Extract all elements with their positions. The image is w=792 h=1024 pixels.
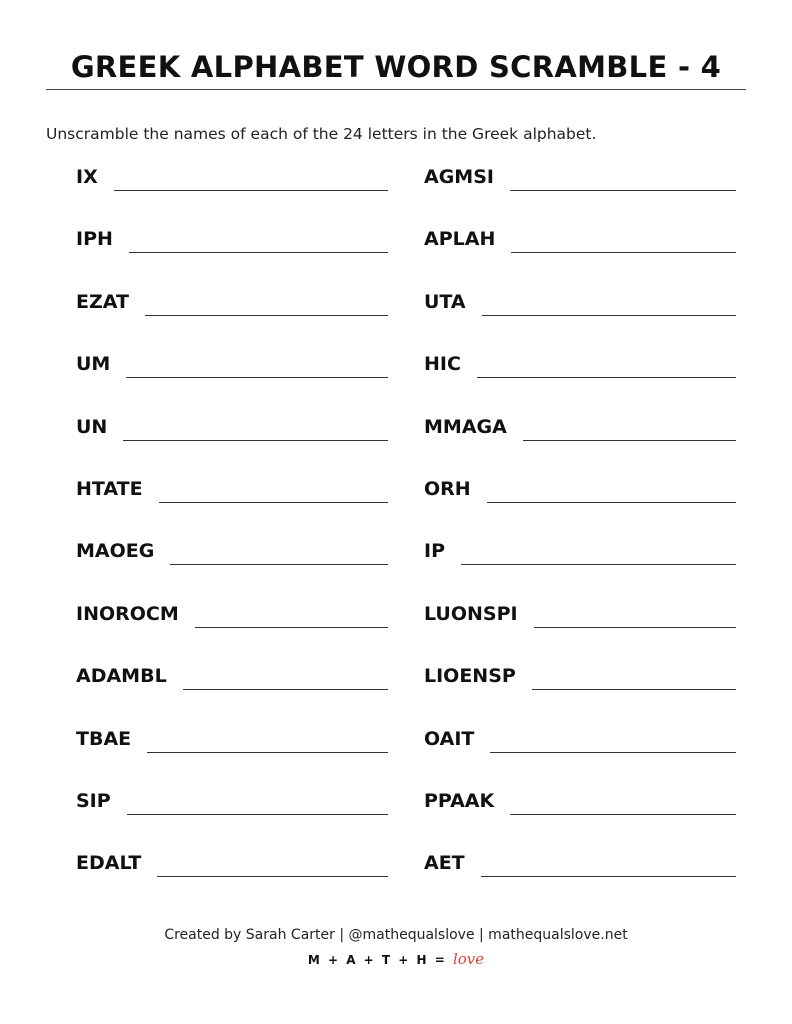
scramble-row xyxy=(424,659,736,721)
scrambled-word: LUONSPI xyxy=(424,602,518,625)
answer-blank[interactable] xyxy=(170,534,388,565)
answer-blank[interactable] xyxy=(145,285,388,316)
left-word-column xyxy=(76,160,388,909)
scrambled-word: UTA xyxy=(424,290,466,313)
scramble-row xyxy=(424,285,736,347)
scramble-row xyxy=(76,722,388,784)
answer-blank[interactable] xyxy=(511,222,736,253)
answer-blank[interactable] xyxy=(510,160,736,191)
answer-blank[interactable] xyxy=(157,846,388,877)
scrambled-word: AGMSI xyxy=(424,166,494,188)
answer-blank[interactable] xyxy=(523,410,736,441)
scrambled-word: IPH xyxy=(76,228,113,251)
answer-blank[interactable] xyxy=(126,347,388,378)
brand-text: M + A + T + H = xyxy=(307,953,447,967)
scramble-row xyxy=(76,285,388,347)
scramble-row xyxy=(76,160,388,222)
scramble-row xyxy=(424,347,736,409)
scramble-row xyxy=(424,722,736,784)
answer-blank[interactable] xyxy=(490,722,736,753)
worksheet-title: GREEK ALPHABET WORD SCRAMBLE - 4 xyxy=(70,50,722,84)
scrambled-word: TBAE xyxy=(76,727,132,750)
scramble-row xyxy=(76,472,388,534)
scrambled-word: UM xyxy=(76,353,111,376)
scrambled-word: EDALT xyxy=(76,852,142,875)
scramble-row xyxy=(76,410,388,472)
title-divider xyxy=(46,89,746,90)
scramble-row xyxy=(76,222,388,284)
scrambled-word: EZAT xyxy=(76,290,129,313)
answer-blank[interactable] xyxy=(123,410,388,441)
scramble-row xyxy=(76,347,388,409)
brand-love-script: love xyxy=(452,950,485,968)
scramble-row xyxy=(424,222,736,284)
scrambled-word: INOROCM xyxy=(76,602,179,625)
answer-blank[interactable] xyxy=(534,597,736,628)
scrambled-word: IX xyxy=(76,166,98,188)
scramble-row xyxy=(424,160,736,222)
scramble-row xyxy=(424,846,736,908)
scrambled-word: IP xyxy=(424,540,445,563)
scramble-row xyxy=(424,784,736,846)
answer-blank[interactable] xyxy=(461,534,736,565)
answer-blank[interactable] xyxy=(127,784,388,815)
answer-blank[interactable] xyxy=(477,347,736,378)
scrambled-word: HIC xyxy=(424,353,461,376)
scramble-row xyxy=(424,472,736,534)
scrambled-word: APLAH xyxy=(424,228,496,251)
scramble-row xyxy=(76,784,388,846)
scrambled-word: PPAAK xyxy=(424,789,495,812)
scramble-row xyxy=(76,597,388,659)
scrambled-word: ORH xyxy=(424,477,471,500)
scrambled-word: OAIT xyxy=(424,727,475,750)
scrambled-word: AET xyxy=(424,852,465,875)
scramble-row xyxy=(424,534,736,596)
scramble-row xyxy=(424,410,736,472)
footer-credit: Created by Sarah Carter | @mathequalslove | mathequalslove.net xyxy=(164,927,628,943)
answer-blank[interactable] xyxy=(532,659,736,690)
scrambled-word: MMAGA xyxy=(424,415,507,438)
scrambled-word: LIOENSP xyxy=(424,665,516,688)
answer-blank[interactable] xyxy=(510,784,736,815)
brand-logo xyxy=(0,950,792,968)
scramble-row xyxy=(424,597,736,659)
answer-blank[interactable] xyxy=(482,285,736,316)
scrambled-word: ADAMBL xyxy=(76,665,167,688)
scramble-row xyxy=(76,846,388,908)
answer-blank[interactable] xyxy=(147,722,388,753)
instructions: Unscramble the names of each of the 24 letters in the Greek alphabet. xyxy=(46,125,597,143)
answer-blank[interactable] xyxy=(195,597,388,628)
answer-blank[interactable] xyxy=(129,222,388,253)
right-word-column xyxy=(424,160,736,909)
scrambled-word: MAOEG xyxy=(76,540,155,563)
scrambled-word: SIP xyxy=(76,789,111,812)
answer-blank[interactable] xyxy=(487,472,736,503)
answer-blank[interactable] xyxy=(114,160,388,191)
scramble-row xyxy=(76,659,388,721)
scrambled-word: UN xyxy=(76,415,108,438)
scrambled-word: HTATE xyxy=(76,477,143,500)
scramble-row xyxy=(76,534,388,596)
answer-blank[interactable] xyxy=(481,846,736,877)
answer-blank[interactable] xyxy=(183,659,388,690)
answer-blank[interactable] xyxy=(159,472,388,503)
